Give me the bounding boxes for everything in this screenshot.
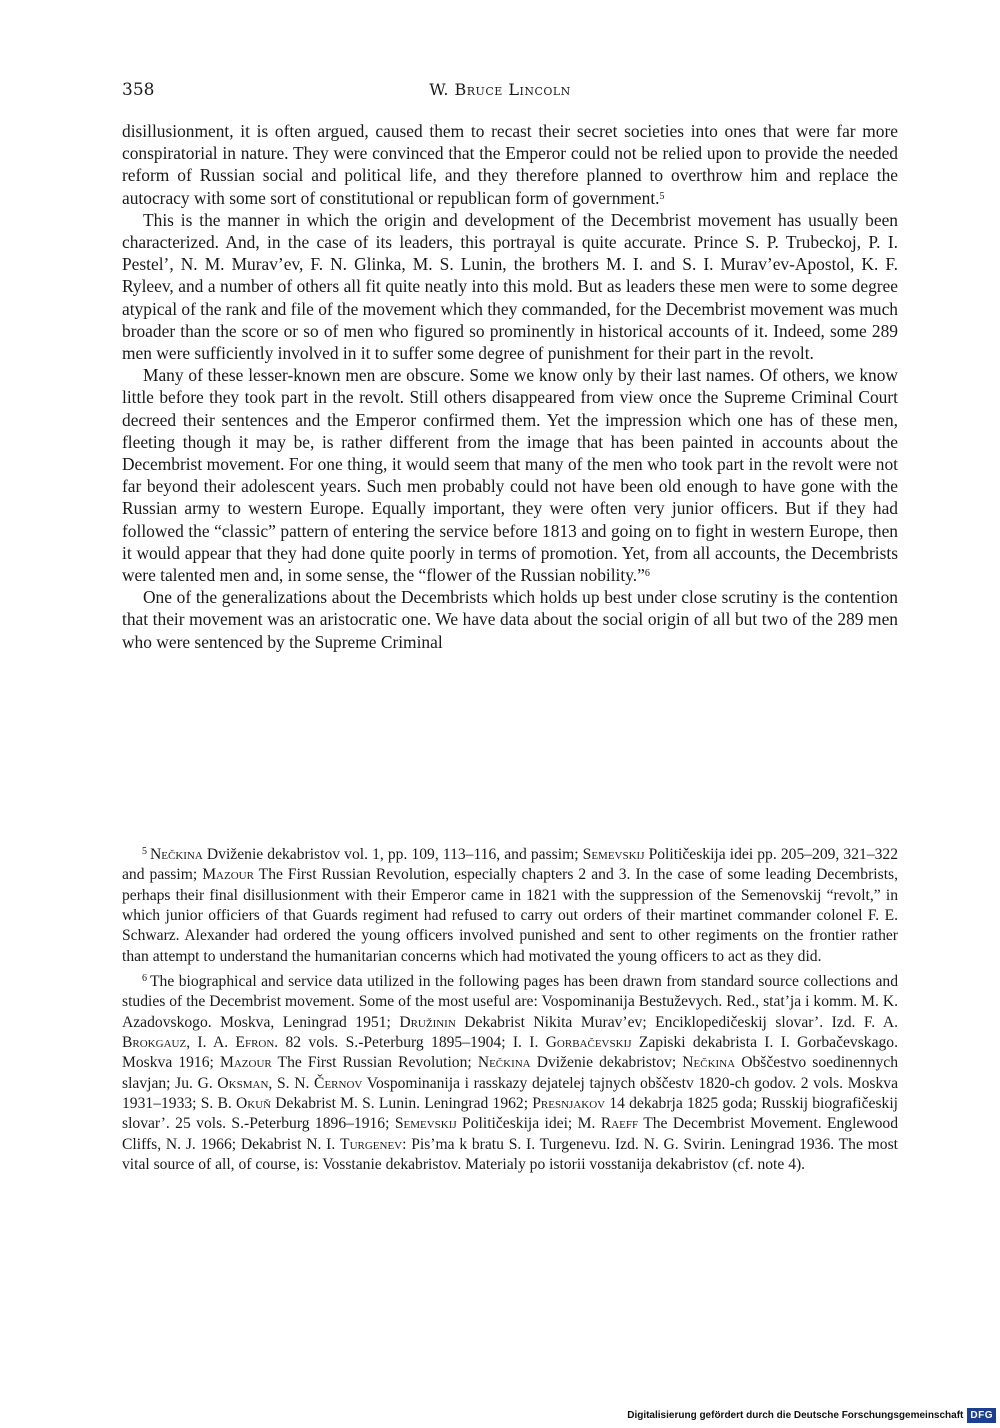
body-text — [122, 120, 898, 653]
footnotes — [122, 842, 898, 1176]
footnote-text: . 82 vols. S.-Peterburg 1895–1904; I. I. — [274, 1034, 546, 1052]
footnote-text: The First Russian Revolution; — [271, 1054, 478, 1072]
cited-author: Nečkina — [682, 1054, 736, 1072]
footnote-text: 14 dekabrja 1825 goda; Russkij biografičeskij slovar’. 25 vols. S.-Peterburg 1896–1916; — [122, 1095, 898, 1133]
footnote-text: The biographical and service data utilized in the following pages has been drawn from standard source collections and studies of the Decembrist movement. Some of the most useful are: Vospominanija Bestuževych. Red., stat’ja i komm. M. K. Azadovskogo. Moskva, Leningrad 1951; — [122, 973, 898, 1031]
footnote-text: Političeskija idei; M. — [456, 1115, 601, 1133]
footnote-text: , I. A. — [186, 1034, 236, 1052]
footnote-text: Dviženie dekabristov; — [530, 1054, 683, 1072]
digitization-banner — [627, 1406, 996, 1424]
footnote-text: The First Russian Revolution, especially chapters 2 and 3. In the case of some leading Decembrists, perhaps their final disillusionment with their Emperor came in 1821 with the suppression of the Semenovskij “revolt,” in which junior officiers of that Guards regiment had refused to carry out orders of their martinet commander colonel F. E. Schwarz. Alexander had ordered the young officers involved punished and sent to other regiments on the frontier rather than attempt to understand the humanitarian concerns which had motivated the young officers to act as they did. — [122, 866, 898, 965]
footnote-text: Vospominanija i rasskazy dejatelej tajnych obščestv 1820-ch godov. 2 vols. Moskva 1931–1933; S. B. — [122, 1074, 898, 1113]
paragraph: Many of these lesser-known men are obscure. Some we know only by their last names. Of others, we know little before they took part in the revolt. Still others disappeared from view once the Supreme Criminal Court decreed their sentences and the Emperor confirmed them. Yet the impression which one has of these men, fleeting though it may be, is rather different from the image that has been painted in accounts about the Decembrist movement. For one thing, it would seem that many of the men who took part in the revolt were not far beyond their adolescent years. Such men probably could not have been old enough to have gone with the Russian army to western Europe. Equally important, they were often very junior officers. But if they had followed the “classic” pattern of entering the service before 1813 and going on to fight in western Europe, then it would appear that they had done quite poorly in terms of promotion. Yet, from all accounts, the Decembrists were talented men and, in some sense, the “flower of the Russian nobility.”$^6$ — [122, 365, 898, 586]
paragraph: One of the generalizations about the Decembrists which holds up best under close scrutiny is the contention that their movement was an aristocratic one. We have data about the social origin of all but two of the 289 men who were sentenced by the Supreme Criminal — [122, 587, 898, 652]
dfg-logo: DFG — [967, 1408, 996, 1423]
footnote-text: Zapiski dekabrista I. I. Gorbačevskago. Moskva 1916; — [122, 1034, 899, 1072]
footnote-text: The Decembrist Movement. Englewood Cliffs, N. J. 1966; Dekabrist N. I. — [122, 1115, 899, 1153]
running-head — [0, 80, 1000, 99]
footnote-text: Dekabrist Nikita Murav’ev; Enciklopedičeskij slovar’. Izd. F. A. — [455, 1013, 898, 1031]
cited-author: Nečkina — [150, 846, 203, 863]
paragraph: disillusionment, it is often argued, caused them to recast their secret societies into ones that were far more conspiratorial in nature. They were convinced that the Emperor could not be relied upon to provide the needed reform of Russian social and political life, and they therefore planned to overthrow him and replace the autocracy with some sort of constitutional or republican form of government.$^5$ — [122, 121, 898, 208]
footnote-text: Obščestvo soedinennych slavjan; Ju. G. — [122, 1054, 899, 1092]
cited-author: Gorbačevskij — [545, 1034, 632, 1052]
footnote-text: Političeskija idei pp. 205–209, 321–322 and passim; — [122, 846, 899, 884]
page-number: 358 — [122, 80, 155, 100]
cited-author: Černov — [314, 1074, 363, 1092]
paragraph: This is the manner in which the origin and development of the Decembrist movement has usually been characterized. And, in the case of its leaders, this portrayal is quite accurate. Prince S. P. Trubeckoj, P. I. Pestel’, N. M. Murav’ev, F. N. Glinka, M. S. Lunin, the brothers M. I. and S. I. Murav’ev-Apostol, K. F. Ryleev, and a number of others all fit quite neatly into this mold. But as leaders these men were to some degree atypical of the rank and file of the movement which they commanded, for the Decembrist movement was much broader than the score or so of men who figured so prominently in historical accounts of it. Indeed, some 289 men were sufficiently involved in it to suffer some degree of punishment for their part in the revolt. — [122, 209, 898, 364]
cited-author: Mazour — [202, 866, 254, 884]
footnote-number: 6 — [142, 973, 147, 985]
cited-author: Brokgauz — [122, 1034, 187, 1052]
footnote — [122, 842, 898, 967]
footnote — [122, 969, 898, 1175]
footnote-text: : Pis’ma k bratu S. I. Turgenevu. Izd. N. G. Svirin. Leningrad 1936. The most vital source of all, of course, is: Vosstanie dekabristov. Materialy po istorii vosstanija dekabristov (cf. note 4). — [122, 1135, 898, 1174]
footnote-text: , S. N. — [268, 1074, 315, 1092]
footnote-ref: 5 — [659, 190, 665, 202]
footnote-ref: 6 — [644, 568, 650, 580]
digitization-banner-text: Digitalisierung gefördert durch die Deutsche Forschungsgemeinschaft — [627, 1409, 964, 1421]
cited-author: Semevskij — [582, 846, 645, 863]
cited-author: Semevskij — [394, 1115, 457, 1133]
cited-author: Okuň — [236, 1095, 272, 1113]
running-head-initial: W. B — [429, 80, 467, 99]
cited-author: Raeff — [600, 1115, 639, 1133]
cited-author: Nečkina — [477, 1054, 531, 1072]
cited-author: Turgenev — [340, 1135, 403, 1153]
cited-author: Družinin — [399, 1013, 456, 1031]
footnote-text: Dviženie dekabristov vol. 1, pp. 109, 113–116, and passim; — [202, 846, 583, 863]
cited-author: Efron — [235, 1034, 275, 1052]
cited-author: Presnjakov — [532, 1095, 606, 1113]
running-head-rest: ruce Lincoln — [466, 80, 571, 99]
footnote-number: 5 — [142, 846, 147, 857]
footnote-text: Dekabrist M. S. Lunin. Leningrad 1962; — [271, 1095, 533, 1113]
cited-author: Mazour — [219, 1054, 272, 1072]
cited-author: Oksman — [217, 1074, 269, 1092]
